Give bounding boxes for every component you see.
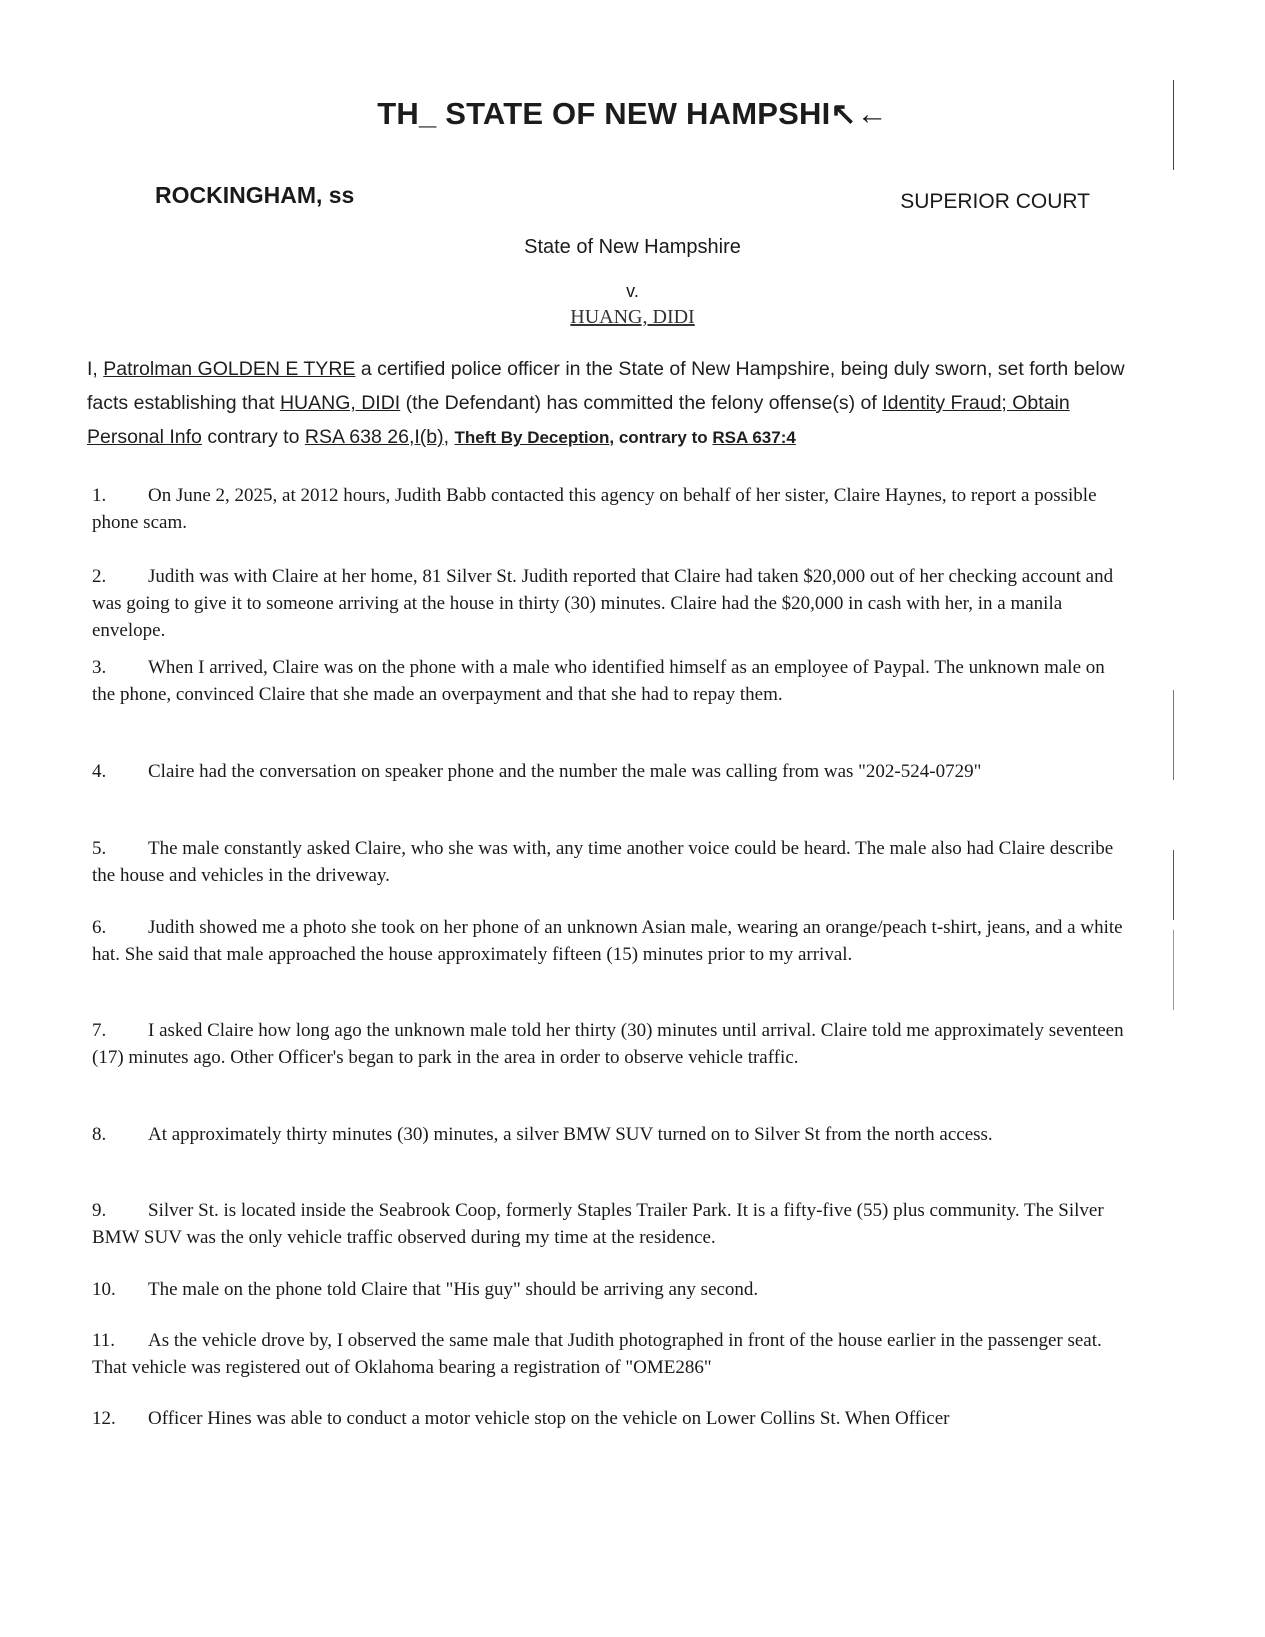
paragraph-number: 12.: [92, 1408, 116, 1429]
paragraph-text: When I arrived, Claire was on the phone with a male who identified himself as an employee of Paypal. The unknown male on the phone, convinced Claire that she made an overpayment and that she had to repay them.: [92, 657, 1105, 705]
paragraph-number: 6.: [92, 917, 107, 938]
scan-artifact-line: [1173, 690, 1174, 780]
paragraph-number: 9.: [92, 1200, 107, 1221]
intro-text: I,: [87, 358, 104, 380]
intro-text: (the Defendant) has committed the felony offense(s) of: [400, 392, 883, 414]
paragraph-5: [92, 835, 1127, 889]
paragraph-text: Claire had the conversation on speaker phone and the number the male was calling from was "202-524-0729": [148, 761, 982, 782]
scan-artifact-line: [1173, 850, 1174, 920]
caption-defendant: HUANG, DIDI: [570, 306, 695, 328]
paragraph-text: The male constantly asked Claire, who she was with, any time another voice could be heard. The male also had Claire describe the house and vehicles in the driveway.: [92, 838, 1114, 886]
scan-artifact-line: [1173, 80, 1174, 170]
document-title: TH_ STATE OF NEW HAMPSHI↖←: [377, 96, 888, 131]
defendant-name: HUANG, DIDI: [279, 392, 401, 414]
statute-theft: RSA 637:4: [712, 428, 796, 447]
offense-theft: Theft By Deception: [454, 428, 610, 447]
paragraph-number: 11.: [92, 1330, 116, 1351]
paragraph-number: 4.: [92, 761, 107, 782]
intro-text: a certified police officer in the State of New Hampshire, being duly sworn, set forth below facts establishing that: [87, 358, 1125, 414]
paragraph-text: The male on the phone told Claire that "His guy" should be arriving any second.: [148, 1279, 759, 1300]
paragraph-2: [92, 563, 1127, 644]
offense-identity-fraud: Identity Fraud; Obtain Personal Info: [87, 392, 1070, 448]
paragraph-text: Silver St. is located inside the Seabrook Coop, formerly Staples Trailer Park. It is a fifty-five (55) plus community. The Silver BMW SUV was the only vehicle traffic observed during my time at the residence.: [92, 1200, 1104, 1248]
paragraph-number: 3.: [92, 657, 107, 678]
paragraph-1: [92, 482, 1127, 536]
paragraph-text: At approximately thirty minutes (30) minutes, a silver BMW SUV turned on to Silver St from the north access.: [148, 1124, 993, 1145]
paragraph-number: 1.: [92, 485, 107, 506]
paragraph-text: Judith showed me a photo she took on her phone of an unknown Asian male, wearing an orange/peach t-shirt, jeans, and a white hat. She said that male approached the house approximately fifteen (15) minutes prior to my arrival.: [92, 917, 1123, 965]
paragraph-12: [92, 1405, 1127, 1432]
paragraph-text: As the vehicle drove by, I observed the same male that Judith photographed in front of the house earlier in the passenger seat. That vehicle was registered out of Oklahoma bearing a registration of "OME286": [92, 1330, 1102, 1378]
statute-identity-fraud: RSA 638 26,I(b): [304, 426, 444, 448]
caption-plaintiff: State of New Hampshire: [524, 236, 741, 258]
paragraph-text: Judith was with Claire at her home, 81 Silver St. Judith reported that Claire had taken $20,000 out of her checking account and was going to give it to someone arriving at the house in thirty (30) minutes. Claire had the $20,000 in cash with her, in a manila envelope.: [92, 566, 1114, 641]
paragraph-text: I asked Claire how long ago the unknown male told her thirty (30) minutes until arrival. Claire told me approximately seventeen (17) minutes ago. Other Officer's began to park in the area in order to observe vehicle traffic.: [92, 1020, 1124, 1068]
paragraph-3: [92, 654, 1127, 708]
intro-text: ,: [443, 426, 455, 448]
paragraph-number: 8.: [92, 1124, 107, 1145]
paragraph-number: 7.: [92, 1020, 107, 1041]
paragraph-text: On June 2, 2025, at 2012 hours, Judith Babb contacted this agency on behalf of her sister, Claire Haynes, to report a possible phone scam.: [92, 485, 1097, 533]
paragraph-6: [92, 914, 1127, 968]
paragraph-9: [92, 1197, 1127, 1251]
paragraph-4: [92, 758, 1127, 785]
paragraph-number: 2.: [92, 566, 107, 587]
officer-name: Patrolman GOLDEN E TYRE: [103, 358, 356, 380]
scan-artifact-line: [1173, 930, 1174, 1010]
paragraph-number: 5.: [92, 838, 107, 859]
paragraph-11: [92, 1327, 1127, 1381]
caption-versus: v.: [626, 281, 639, 301]
paragraph-10: [92, 1276, 1127, 1303]
county-label: ROCKINGHAM, ss: [155, 182, 355, 208]
court-label: SUPERIOR COURT: [900, 190, 1090, 213]
paragraph-7: [92, 1017, 1127, 1071]
paragraph-8: [92, 1121, 1127, 1148]
intro-text: contrary to: [201, 426, 305, 448]
sworn-statement: [87, 352, 1127, 455]
paragraph-number: 10.: [92, 1279, 116, 1300]
paragraph-text: Officer Hines was able to conduct a motor vehicle stop on the vehicle on Lower Collins St. When Officer: [148, 1408, 950, 1429]
intro-text: , contrary to: [609, 428, 713, 447]
